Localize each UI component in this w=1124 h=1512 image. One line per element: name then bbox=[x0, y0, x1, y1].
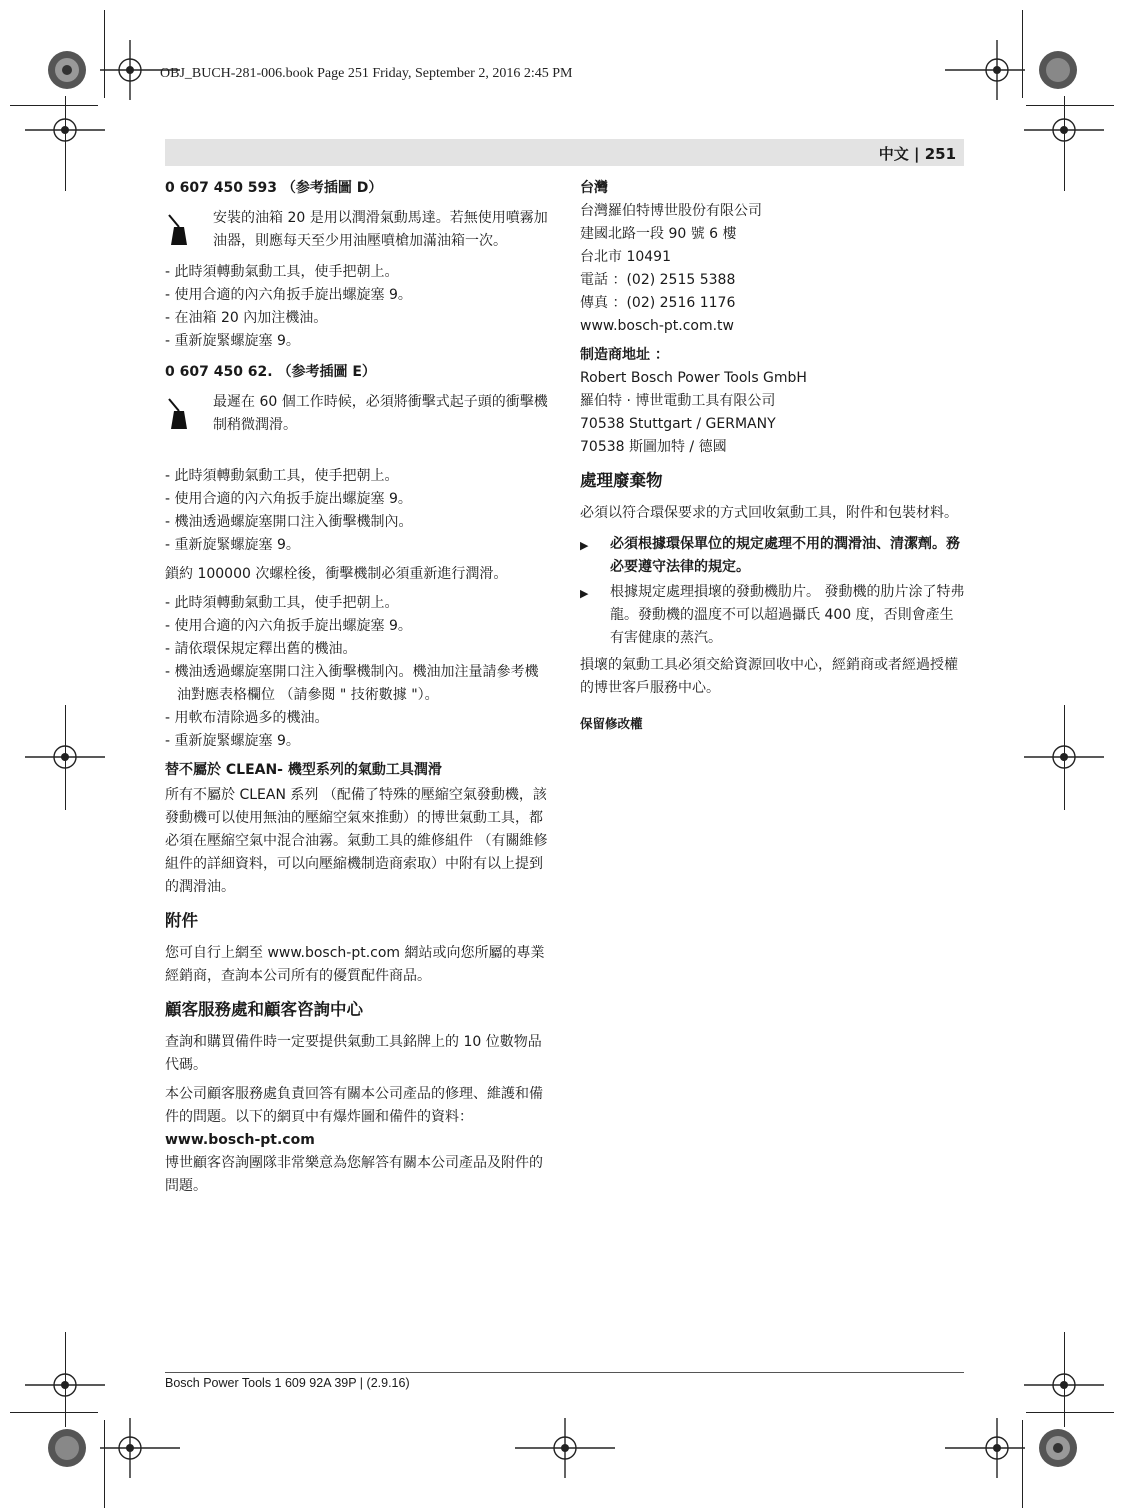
oil-note-2-text: 最遲在 60 個工作時候，必須將衝擊式起子頭的衝擊機制稍微潤滑。 bbox=[213, 394, 548, 433]
step: - 機油透過螺旋塞開口注入衝擊機制內。 bbox=[165, 514, 413, 530]
bullet-text: 根據規定處理損壞的發動機肋片。 發動機的肋片涂了特弗龍。發動機的溫度不可以超過攝氏 400 度，否則會產生有害健康的蒸汽。 bbox=[610, 584, 965, 646]
page-band bbox=[165, 139, 964, 166]
oil-note-1 bbox=[165, 207, 550, 255]
service-paragraph-1: 查詢和購買備件時一定要提供氣動工具銘牌上的 10 位數物品代碼。 bbox=[165, 1034, 542, 1073]
disposal-bullet-1 bbox=[580, 533, 965, 579]
disposal-paragraph-1: 必須以符合環保要求的方式回收氣動工具，附件和包裝材料。 bbox=[580, 505, 958, 521]
address-line: 70538 斯圖加特 / 德國 bbox=[580, 439, 727, 455]
left-column bbox=[165, 177, 550, 1198]
address-line: 台灣羅伯特博世股份有限公司 bbox=[580, 203, 762, 219]
triangle-bullet-icon: ▶ bbox=[580, 539, 589, 552]
disposal-paragraph-2: 損壞的氣動工具必須交給資源回收中心，經銷商或者經過授權的博世客戶服務中心。 bbox=[580, 657, 958, 696]
reserved-note: 保留修改權 bbox=[580, 716, 643, 731]
oil-can-icon bbox=[165, 207, 213, 255]
address-line: 羅伯特 · 博世電動工具有限公司 bbox=[580, 393, 776, 409]
address-line[interactable]: www.bosch-pt.com.tw bbox=[580, 318, 734, 334]
step: - 重新旋緊螺旋塞 9。 bbox=[165, 333, 300, 349]
service-url[interactable]: www.bosch-pt.com bbox=[165, 1132, 315, 1148]
print-header: OBJ_BUCH-281-006.book Page 251 Friday, September 2, 2016 2:45 PM bbox=[160, 66, 573, 81]
oil-can-icon bbox=[165, 391, 213, 439]
footer-text: Bosch Power Tools 1 609 92A 39P | (2.9.16) bbox=[165, 1376, 410, 1390]
address-line: Robert Bosch Power Tools GmbH bbox=[580, 370, 807, 386]
step: - 此時須轉動氣動工具，使手把朝上。 bbox=[165, 595, 399, 611]
step: - 在油箱 20 內加注機油。 bbox=[165, 310, 328, 326]
relubrication-paragraph: 鎖約 100000 次螺栓後，衝擊機制必須重新進行潤滑。 bbox=[165, 566, 508, 582]
disposal-bullet-2 bbox=[580, 581, 965, 650]
step: - 重新旋緊螺旋塞 9。 bbox=[165, 733, 300, 749]
page-number-label: 中文 | 251 bbox=[878, 145, 956, 163]
region-heading: 台灣 bbox=[580, 180, 608, 196]
manufacturer-address bbox=[580, 367, 965, 459]
steps-3 bbox=[165, 592, 550, 753]
footer-rule bbox=[165, 1372, 964, 1373]
clean-paragraph: 所有不屬於 CLEAN 系列 （配備了特殊的壓縮空氣發動機，該發動機可以使用無油的壓縮空氣來推動）的博世氣動工具，都必須在壓縮空氣中混合油霧。氣動工具的維修組件 （有關維修組件的詳細資料，可以向壓縮機制造商索取）中附有以上提到的潤滑油。 bbox=[165, 787, 548, 895]
accessories-heading: 附件 bbox=[165, 911, 198, 930]
steps-1 bbox=[165, 261, 550, 353]
service-heading: 顧客服務處和顧客咨詢中心 bbox=[165, 1000, 363, 1019]
right-column bbox=[580, 177, 965, 735]
reference-e: 0 607 450 62. （参考插圖 E） bbox=[165, 364, 376, 380]
address-line: 70538 Stuttgart / GERMANY bbox=[580, 416, 776, 432]
step: - 使用合適的內六角扳手旋出螺旋塞 9。 bbox=[165, 491, 412, 507]
step: - 請依環保規定釋出舊的機油。 bbox=[165, 641, 357, 657]
step: - 使用合適的內六角扳手旋出螺旋塞 9。 bbox=[165, 618, 412, 634]
service-paragraph-3: 博世顧客咨詢團隊非常樂意為您解答有關本公司產品及附件的問題。 bbox=[165, 1155, 543, 1194]
step: - 此時須轉動氣動工具，使手把朝上。 bbox=[165, 264, 399, 280]
steps-2 bbox=[165, 465, 550, 557]
disposal-heading: 處理廢棄物 bbox=[580, 471, 663, 490]
address-line: 建國北路一段 90 號 6 樓 bbox=[580, 226, 737, 242]
service-paragraph-2: 本公司顧客服務處負責回答有關本公司產品的修理、維護和備件的問題。以下的網頁中有爆炸圖和備件的資料： bbox=[165, 1086, 543, 1125]
address-line: 台北市 10491 bbox=[580, 249, 671, 265]
oil-note-2 bbox=[165, 391, 550, 439]
taiwan-address bbox=[580, 200, 965, 338]
clean-heading: 替不屬於 CLEAN- 機型系列的氣動工具潤滑 bbox=[165, 762, 442, 778]
address-line: 電話 ：(02) 2515 5388 bbox=[580, 272, 736, 288]
manufacturer-label: 制造商地址 ： bbox=[580, 347, 669, 363]
step: - 機油透過螺旋塞開口注入衝擊機制內。機油加注量請參考機油對應表格欄位 （請參閱 " 技術數據 "）。 bbox=[165, 664, 539, 703]
reference-d: 0 607 450 593 （参考插圖 D） bbox=[165, 180, 383, 196]
step: - 重新旋緊螺旋塞 9。 bbox=[165, 537, 300, 553]
oil-note-1-text: 安裝的油箱 20 是用以潤滑氣動馬達。若無使用噴霧加油器，則應每天至少用油壓噴槍加滿油箱一次。 bbox=[213, 210, 548, 249]
step: - 用軟布清除過多的機油。 bbox=[165, 710, 329, 726]
address-line: 傳真 ：(02) 2516 1176 bbox=[580, 295, 736, 311]
bullet-text: 必須根據環保單位的規定處理不用的潤滑油、清潔劑。務必要遵守法律的規定。 bbox=[610, 536, 960, 575]
step: - 此時須轉動氣動工具，使手把朝上。 bbox=[165, 468, 399, 484]
step: - 使用合適的內六角扳手旋出螺旋塞 9。 bbox=[165, 287, 412, 303]
triangle-bullet-icon: ▶ bbox=[580, 587, 589, 600]
accessories-paragraph: 您可自行上網至 www.bosch-pt.com 網站或向您所屬的專業經銷商，查詢本公司所有的優質配件商品。 bbox=[165, 945, 545, 984]
